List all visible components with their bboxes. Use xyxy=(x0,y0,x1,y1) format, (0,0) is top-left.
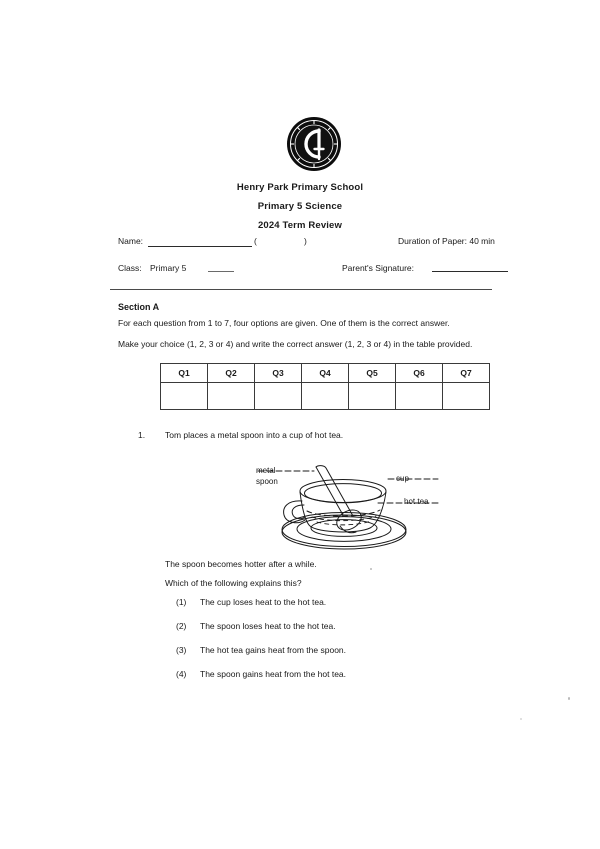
class-input-line[interactable] xyxy=(208,271,234,272)
option-text-3[interactable]: The hot tea gains heat from the spoon. xyxy=(200,645,347,655)
class-label: Class: xyxy=(118,263,142,273)
option-number-2: (2) xyxy=(176,621,187,631)
scan-speck xyxy=(568,697,570,700)
question-number: 1. xyxy=(138,430,146,440)
answer-table-answer-row xyxy=(161,383,490,410)
class-value: Primary 5 xyxy=(150,263,187,273)
question-followup-1: The spoon becomes hotter after a while. xyxy=(165,559,317,569)
teacup-with-spoon-diagram xyxy=(248,458,448,554)
school-crest-icon xyxy=(286,116,342,172)
answer-cell-q4[interactable] xyxy=(302,383,349,410)
answer-table-header-row xyxy=(161,364,490,383)
subject-title: Primary 5 Science xyxy=(257,201,343,212)
header-divider xyxy=(110,289,492,290)
name-label: Name: xyxy=(118,236,144,246)
option-number-1: (1) xyxy=(176,597,187,607)
answer-cell-q7[interactable] xyxy=(443,383,490,410)
answer-cell-q5[interactable] xyxy=(349,383,396,410)
answer-cell-q3[interactable] xyxy=(255,383,302,410)
answer-table-header: Q4 xyxy=(302,364,349,383)
scan-speck xyxy=(370,568,372,570)
answer-table-header: Q3 xyxy=(255,364,302,383)
figure-label-cup: cup xyxy=(396,474,409,483)
instruction-line-1: For each question from 1 to 7, four options are given. One of them is the correct answer. xyxy=(118,318,450,328)
name-paren-close: ) xyxy=(304,236,307,246)
answer-table xyxy=(160,363,490,410)
figure-label-spoon: spoon xyxy=(256,477,278,486)
school-name: Henry Park Primary School xyxy=(236,182,364,193)
figure-label-hot-tea: hot tea xyxy=(404,497,429,506)
question-stem: Tom places a metal spoon into a cup of hot tea. xyxy=(165,430,344,440)
answer-table-header: Q1 xyxy=(161,364,208,383)
answer-table-header: Q5 xyxy=(349,364,396,383)
duration-text: Duration of Paper: 40 min xyxy=(398,236,495,246)
answer-table-header: Q2 xyxy=(208,364,255,383)
name-input-line[interactable] xyxy=(148,246,252,247)
question-followup-2: Which of the following explains this? xyxy=(165,578,302,588)
section-heading: Section A xyxy=(118,302,160,312)
option-text-2[interactable]: The spoon loses heat to the hot tea. xyxy=(200,621,336,631)
answer-cell-q2[interactable] xyxy=(208,383,255,410)
parent-signature-label: Parent's Signature: xyxy=(342,263,415,273)
option-number-3: (3) xyxy=(176,645,187,655)
option-number-4: (4) xyxy=(176,669,187,679)
scan-speck xyxy=(520,718,522,720)
paper-title: 2024 Term Review xyxy=(257,220,343,231)
figure-label-metal: metal xyxy=(256,466,276,475)
answer-cell-q1[interactable] xyxy=(161,383,208,410)
parent-signature-line[interactable] xyxy=(432,271,508,272)
answer-cell-q6[interactable] xyxy=(396,383,443,410)
instruction-line-2: Make your choice (1, 2, 3 or 4) and write the correct answer (1, 2, 3 or 4) in the table provided. xyxy=(118,339,473,349)
option-text-4[interactable]: The spoon gains heat from the hot tea. xyxy=(200,669,347,679)
option-text-1[interactable]: The cup loses heat to the hot tea. xyxy=(200,597,327,607)
answer-table-header: Q7 xyxy=(443,364,490,383)
answer-table-header: Q6 xyxy=(396,364,443,383)
name-paren-open: ( xyxy=(254,236,257,246)
